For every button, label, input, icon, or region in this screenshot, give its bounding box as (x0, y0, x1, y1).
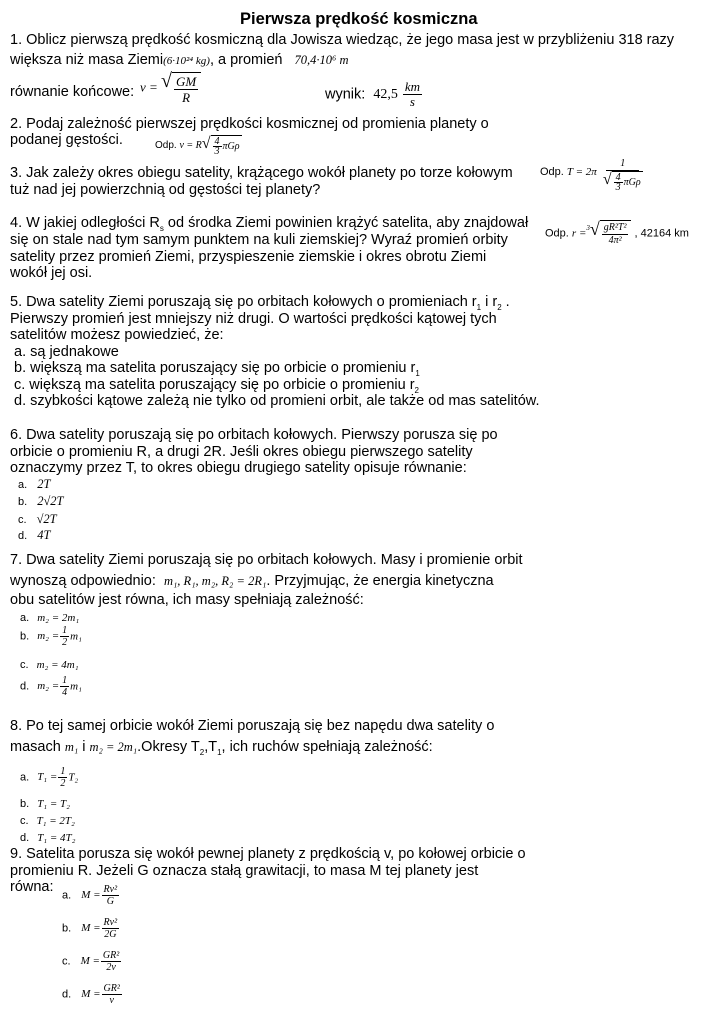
q8-option-a (20, 766, 78, 789)
q8-line2-m1: m₁ (64, 740, 79, 754)
q1-line1: 1. Oblicz pierwszą prędkość kosmiczną dla Jowisza wiedząc, że jego masa jest w przybliżeniu 318 razy (10, 32, 675, 48)
q1-line2-b: , a promień (209, 52, 283, 68)
q6-option-b-label: b. (18, 496, 28, 508)
q6-option-c-label: c. (18, 514, 27, 526)
q9-option-a-label: a. (62, 889, 72, 902)
q9-option-c-label: c. (62, 955, 71, 968)
q6-option-d (18, 527, 50, 544)
q4-line3: satelity przez promień Ziemi, przyspieszenie ziemskie i okres obrotu Ziemi (10, 249, 487, 265)
q4-answer-label: Odp. (545, 227, 569, 240)
q8-line2 (10, 739, 433, 761)
q6-option-d-expr: 4T (37, 528, 51, 542)
q6-option-a (18, 476, 50, 493)
q6-option-a-expr: 2T (37, 477, 51, 491)
q8-line2-m2: m₂ = 2m₁ (89, 740, 138, 754)
q8-option-d-label: d. (20, 832, 30, 844)
q1-final-eq-den: R (182, 90, 191, 105)
q8-option-c-label: c. (20, 815, 29, 827)
q8-option-a-num: 1 (60, 766, 66, 777)
q9-line2: promieniu R. Jeżeli G oznacza stałą grawitacji, to masa M tej planety jest (10, 863, 479, 879)
q7-option-b (20, 625, 82, 648)
q9-option-b-label: b. (62, 922, 72, 935)
q3-answer-num: 1 (606, 158, 639, 171)
q9-option-d-den: v (109, 995, 114, 1006)
q5-line1-end: . (501, 294, 510, 310)
q9-option-d-lhs: M = (81, 988, 101, 1001)
q9-option-b (62, 917, 120, 940)
q9-option-d (62, 983, 123, 1006)
q2-answer-frac-den: 3 (214, 146, 220, 157)
q4-answer-index: 3 (586, 223, 590, 232)
q7-option-d-label: d. (20, 680, 30, 693)
q1-line2-a: większa niż masa Ziemi (10, 52, 164, 68)
q1-final-eq (140, 72, 201, 105)
q3-answer-frac-den: 3 (615, 182, 621, 193)
q6-option-c (18, 511, 57, 528)
q8-option-a-rhs: T₂ (68, 771, 79, 784)
q7-option-b-rhs: m₁ (70, 630, 82, 643)
q3-answer-lhs: T = 2π (566, 166, 597, 178)
q5-option-c-sub: 2 (414, 385, 419, 395)
q5-line1-s1: 1 (476, 302, 482, 312)
q1-result-unit-den: s (409, 94, 415, 109)
q6-line3: oznaczymy przez T, to okres obiegu drugiego satelity opisuje równanie: (10, 460, 467, 476)
q8-line2-a: masach (10, 739, 61, 755)
q8-option-c (20, 813, 75, 829)
q7-option-a-expr: m₂ = 2m₁ (37, 612, 80, 624)
q6-option-b (18, 493, 64, 510)
q4-line1-b: od środka Ziemi powinien krążyć satelita, aby znajdował (163, 215, 529, 231)
q5-line3: satelitów możesz powiedzieć, że: (10, 327, 224, 343)
q7-option-a (20, 610, 79, 626)
q7-option-d-lhs: m₂ = (37, 680, 60, 693)
q8-option-b-expr: T₁ = T₂ (37, 798, 70, 810)
q7-line2-expr: m₁, R₁, m₂, R₂ = 2R₁ (163, 574, 267, 588)
q8-option-b (20, 796, 70, 812)
q5-line1-mid: i r (481, 294, 498, 310)
q4-answer-value: , 42164 km (634, 227, 689, 240)
q9-option-c (62, 950, 122, 973)
q2-line1: 2. Podaj zależność pierwszej prędkości kosmicznej od promienia planety o (10, 116, 489, 132)
q2-answer-frac-num: 4 (214, 136, 220, 147)
q6-line1: 6. Dwa satelity poruszają się po orbitach kołowych. Pierwszy porusza się po (10, 427, 498, 443)
q7-option-b-lhs: m₂ = (37, 630, 60, 643)
q2-answer (155, 135, 242, 156)
q8-line1: 8. Po tej samej orbicie wokół Ziemi poruszają się bez napędu dwa satelity o (10, 718, 495, 734)
q4-answer (545, 220, 689, 247)
q9-option-d-num: GR² (103, 983, 120, 994)
q7-option-b-num: 1 (62, 625, 68, 636)
q9-line1: 9. Satelita porusza się wokół pewnej planety z prędkością v, po kołowej orbicie o (10, 846, 526, 862)
q7-option-b-label: b. (20, 630, 30, 643)
q1-result-value: 42,5 (373, 87, 398, 103)
q5-line1-a: 5. Dwa satelity Ziemi poruszają się po orbitach kołowych o promieniach r (10, 294, 477, 310)
q9-option-c-num: GR² (102, 950, 120, 961)
q4-answer-sqrt: √ $\frac{\text{gR²T²}}{\text{4π²}}$ (590, 220, 632, 247)
q7-option-c-label: c. (20, 659, 29, 671)
q4-line1-sub: s (159, 223, 164, 233)
q8-option-b-label: b. (20, 798, 30, 810)
q1-final-eq-lhs: v = (140, 79, 158, 95)
q9-option-b-den: 2G (104, 929, 117, 940)
q7-option-d (20, 675, 82, 698)
q1-radius-expr: 70,4·10⁶ m (294, 53, 349, 67)
q6-option-a-label: a. (18, 479, 28, 491)
q7-line1: 7. Dwa satelity Ziemi poruszają się po orbitach kołowych. Masy i promienie orbit (10, 552, 523, 568)
q7-option-d-num: 1 (62, 675, 68, 686)
q7-option-c-expr: m₂ = 4m₁ (36, 659, 79, 671)
q5-option-b-sub: 1 (415, 368, 420, 378)
q8-option-a-lhs: T₁ = (37, 771, 58, 784)
q5-option-d: d. szybkości kątowe zależą nie tylko od promieni orbit, ale także od mas satelitów. (14, 393, 540, 409)
q1-result (325, 80, 423, 109)
q9-option-a-lhs: M = (81, 889, 101, 902)
q3-line2: tuż nad jej powierzchnią od gęstości tej planety? (10, 182, 321, 198)
q3-answer (540, 158, 646, 192)
q9-option-b-lhs: M = (81, 922, 101, 935)
q4-answer-den: 4π² (608, 235, 622, 246)
q7-option-c (20, 657, 79, 673)
q9-option-a-den: G (106, 896, 114, 907)
q2-answer-label: Odp. (155, 140, 177, 152)
q1-result-unit-num: km (404, 79, 421, 94)
q9-option-d-label: d. (62, 988, 72, 1001)
q1-result-label: wynik: (325, 86, 366, 103)
q1-final-eq-label: równanie końcowe: (10, 84, 135, 100)
q5-line2: Pierwszy promień jest mniejszy niż drugi. O wartości prędkości kątowej tych (10, 311, 497, 327)
q7-line2-b: . Przyjmując, że energia kinetyczna (266, 573, 494, 589)
q5-option-a: a. są jednakowe (14, 344, 119, 360)
q3-answer-tail: πGρ (623, 176, 641, 188)
q7-line3: obu satelitów jest równa, ich masy spełniają zależność: (10, 592, 364, 608)
q8-line2-s2: 2 (199, 747, 205, 757)
q3-answer-frac-num: 4 (615, 172, 621, 183)
q1-mass-expr: (6·10²⁴ kg) (163, 55, 210, 67)
q3-answer-frac: 1 √ $\frac{4}{3}$ πGρ (602, 158, 641, 193)
q6-option-d-label: d. (18, 530, 28, 542)
q7-option-d-rhs: m₁ (70, 680, 82, 693)
q3-line1: 3. Jak zależy okres obiegu satelity, krążącego wokół planety po torze kołowym (10, 165, 513, 181)
q3-answer-label: Odp. (540, 166, 564, 178)
q8-option-d-expr: T₁ = 4T₂ (37, 832, 76, 844)
q8-option-a-den: 2 (60, 778, 66, 789)
q2-answer-tail: πGρ (222, 140, 240, 152)
q9-option-b-num: Rv² (103, 917, 118, 928)
page-title: Pierwsza prędkość kosmiczna (240, 10, 478, 28)
q8-option-a-label: a. (20, 771, 30, 784)
q1-final-eq-num: GM (176, 74, 197, 89)
q4-line2: się on stale nad tym samym punktem na kuli ziemskiej? Wyraź promień orbity (10, 232, 508, 248)
q1-result-unit (403, 80, 422, 109)
q9-option-c-lhs: M = (80, 955, 100, 968)
q8-line2-i: i (78, 739, 90, 755)
q5-option-b-text: b. większą ma satelita poruszający się po orbicie o promieniu r (14, 360, 416, 376)
q8-line2-d: , ich ruchów spełniają zależność: (221, 739, 433, 755)
q8-option-c-expr: T₁ = 2T₂ (36, 815, 75, 827)
q2-answer-sqrt: √ $\frac{4}{3}$ πGρ (201, 135, 240, 157)
q2-line2: podanej gęstości. (10, 132, 123, 148)
q9-line3: równa: (10, 879, 54, 895)
q4-line4: wokół jej osi. (10, 265, 93, 281)
q1-final-eq-sqrt: √ $\frac{GM}{R}$ (161, 72, 201, 105)
q8-line2-s1: 1 (217, 747, 222, 757)
q6-option-c-expr: √2T (36, 512, 57, 526)
q4-answer-num: gR²T² (603, 222, 627, 233)
q7-option-b-den: 2 (62, 637, 68, 648)
q7-option-a-label: a. (20, 612, 30, 624)
q5-line1-s2: 2 (497, 302, 502, 312)
q7-line2-a: wynoszą odpowiednio: (10, 573, 156, 589)
q8-option-d (20, 830, 76, 846)
q4-line1-a: 4. W jakiej odległości R (10, 215, 160, 231)
q9-option-a-num: Rv² (103, 884, 118, 895)
q2-answer-lhs: v = R (179, 140, 202, 152)
q7-line2 (10, 573, 494, 589)
q8-line2-b: .Okresy T (137, 739, 200, 755)
q4-answer-lhs: r = (571, 227, 587, 240)
q8-line2-c: ,T (204, 739, 218, 755)
q9-option-a (62, 884, 120, 907)
q5-option-c-text: c. większą ma satelita poruszający się po orbicie o promieniu r (14, 377, 415, 393)
q9-option-c-den: 2v (106, 962, 116, 973)
q6-option-b-expr: 2√2T (37, 494, 64, 508)
q1-line2 (10, 52, 349, 69)
q6-line2: orbicie o promieniu R, a drugi 2R. Jeśli okres obiegu pierwszego satelity (10, 444, 473, 460)
q7-option-d-den: 4 (62, 687, 68, 698)
